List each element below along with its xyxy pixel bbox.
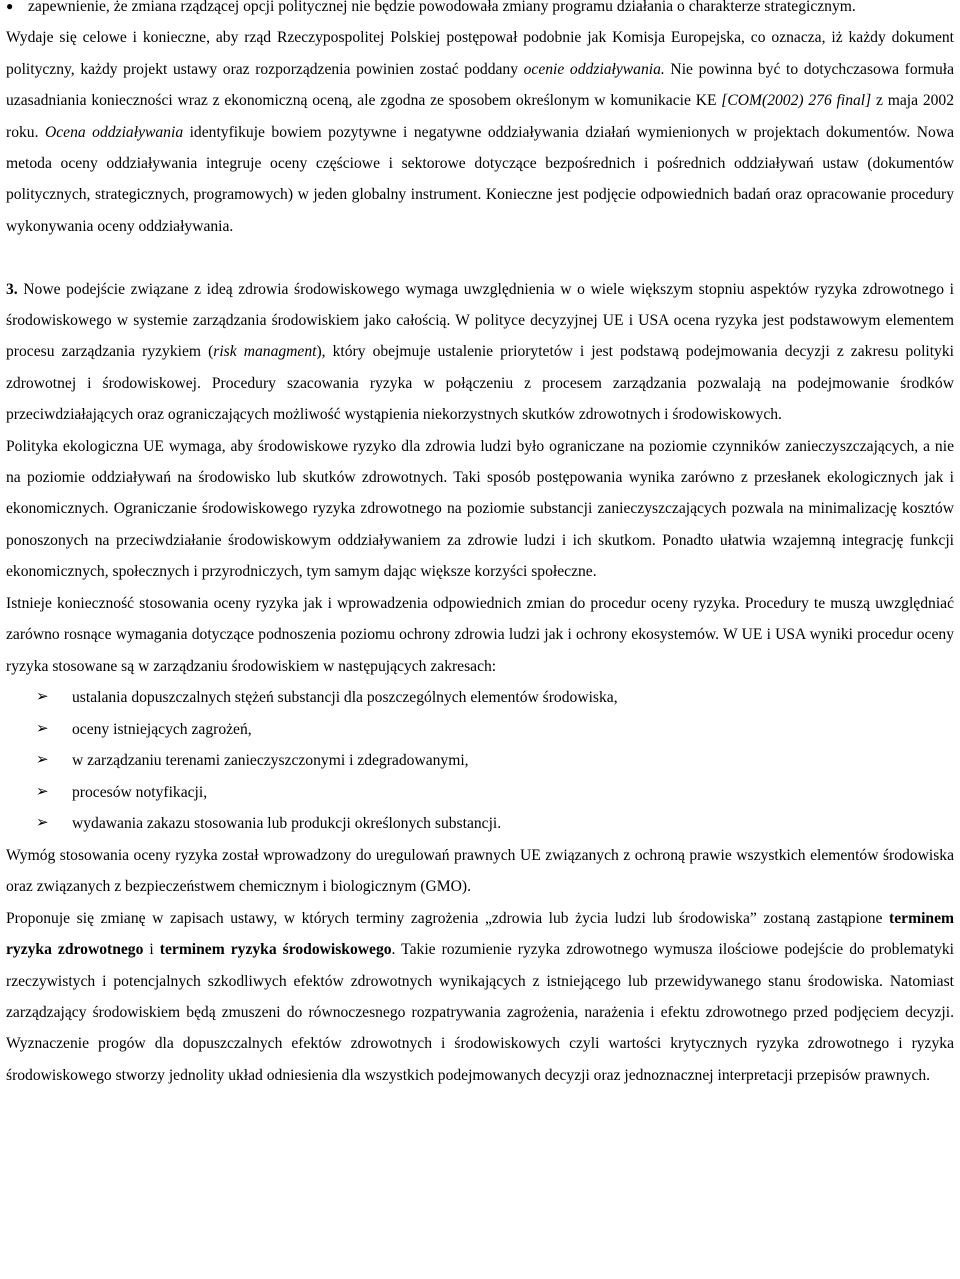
italic-reference: [COM(2002) 276 final] xyxy=(721,92,872,110)
list-item: ➢ w zarządzaniu terenami zanieczyszczonymi i zdegradowanymi, xyxy=(6,745,954,777)
scope-list xyxy=(6,682,954,840)
italic-term: Ocena oddziaływania xyxy=(44,123,184,141)
bold-term: terminem ryzyka środowiskowego xyxy=(159,941,392,959)
spacer xyxy=(6,242,954,273)
section-number: 3. xyxy=(6,280,18,298)
bullet-text: zapewnienie, że zmiana rządzącej opcji politycznej nie będzie powodowała zmiany programu działania o charakterze strategicznym. xyxy=(28,0,856,15)
paragraph-eu-policy: Polityka ekologiczna UE wymaga, aby środowiskowe ryzyko dla zdrowia ludzi było ograniczane na poziomie czynników zanieczyszczających, a nie na poziomie oddziaływań na środowisko lub skutków zdrowotnych. Taki sposób postępowania wynika zarówno z przesłanek ekologicznych jak i ekonomicznych. Ograniczanie środowiskowego ryzyka zdrowotnego na poziomie substancji zanieczyszczających pozwala na minimalizację kosztów ponoszonych na przeciwdziałanie środowiskowym oddziaływaniem za zdrowie ludzi i ich skutkom. Ponadto ułatwia wzajemną integrację funkcji ekonomicznych, społecznych i przyrodniczych, tym samym dając większe korzyści społeczne. xyxy=(6,437,954,581)
paragraph-proposal: Proponuje się zmianę w zapisach ustawy, w których terminy zagrożenia „zdrowia lub życia ludzi lub środowiska” zostaną zastąpione terminem ryzyka zdrowotnego i terminem ryzyka środowiskowego. Takie rozumienie ryzyka zdrowotnego wymusza ilościowe podejście do problematyki rzeczywistych i potencjalnych szkodliwych efektów zdrowotnych wynikających z istniejącego lub przewidywanego stanu środowiska. Natomiast zarządzający środowiskiem będą zmuszeni do równoczesnego rozpatrywania zagrożenia, narażenia i efektu zdrowotnego przed podjęciem decyzji. Wyznaczenie progów dla dopuszczalnych efektów zdrowotnych i środowiskowych czyli wartości krytycznych ryzyka zdrowotnego i ryzyka środowiskowego stworzy jednolity układ odniesienia dla wszystkich podejmowanych decyzji oraz jednoznacznej interpretacji przepisów prawnych. xyxy=(6,909,954,1084)
list-item: ➢ procesów notyfikacji, xyxy=(6,777,954,809)
paragraph-risk-assessment: Istnieje konieczność stosowania oceny ryzyka jak i wprowadzenia odpowiednich zmian do procedur oceny ryzyka. Procedury te muszą uwzględniać zarówno rosnące wymagania dotyczące podnoszenia poziomu ochrony zdrowia ludzi jak i ochrony ekosystemów. W UE i USA wyniki procedur oceny ryzyka stosowane są w zarządzaniu środowiskiem w następujących zakresach: xyxy=(6,594,954,675)
paragraph-section-3: 3. Nowe podejście związane z ideą zdrowia środowiskowego wymaga uwzględnienia w o wiele większym stopniu aspektów ryzyka zdrowotnego i środowiskowego w systemie zarządzania środowiskiem jako całością. W polityce decyzyjnej UE i USA ocena ryzyka jest podstawowym elementem procesu zarządzania ryzykiem (risk managment), który obejmuje ustalenie priorytetów i jest podstawą podejmowania decyzji z zakresu polityki zdrowotnej i środowiskowej. Procedury szacowania ryzyka w połączeniu z procesem zarządzania pozwalają na podejmowanie środków przeciwdziałających oraz ograniczających możliwość wystąpienia niekorzystnych skutków zdrowotnych i środowiskowych. xyxy=(6,280,954,424)
arrow-bullet-icon: ➢ xyxy=(36,752,49,769)
bullet-icon: ● xyxy=(6,0,14,13)
list-item: ➢ wydawania zakazu stosowania lub produkcji określonych substancji. xyxy=(6,808,954,840)
list-item: ➢ ustalania dopuszczalnych stężeń substancji dla poszczególnych elementów środowiska, xyxy=(6,682,954,714)
paragraph-impact-assessment: Wydaje się celowe i konieczne, aby rząd Rzeczypospolitej Polskiej postępował podobnie jak Komisja Europejska, co oznacza, iż każdy dokument polityczny, każdy projekt ustawy oraz rozporządzenia powinien zostać poddany ocenie oddziaływania. Nie powinna być to dotychczasowa formuła uzasadniania konieczności wraz z ekonomiczną oceną, ale zgodna ze sposobem określonym w komunikacie KE [COM(2002) 276 final] z maja 2002 roku. Ocena oddziaływania identyfikuje bowiem pozytywne i negatywne oddziaływania działań wymienionych w projektach dokumentów. Nowa metoda oceny oddziaływania integruje oceny częściowe i sektorowe dotyczące bezpośrednich i pośrednich oddziaływań ustaw (dokumentów politycznych, strategicznych, programowych) w jeden globalny instrument. Konieczne jest podjęcie odpowiednich badań oraz opracowanie procedury wykonywania oceny oddziaływania. xyxy=(6,29,955,235)
arrow-bullet-icon: ➢ xyxy=(36,815,49,832)
arrow-bullet-icon: ➢ xyxy=(36,720,49,737)
arrow-bullet-icon: ➢ xyxy=(36,688,49,705)
bullet-item xyxy=(6,0,954,22)
italic-term: risk managment xyxy=(213,343,317,361)
bold-term: terminem ryzyka zdrowotnego xyxy=(6,909,954,959)
italic-term: ocenie oddziaływania. xyxy=(523,60,665,78)
list-item: ➢ oceny istniejących zagrożeń, xyxy=(6,714,954,746)
arrow-bullet-icon: ➢ xyxy=(36,783,49,800)
paragraph-requirement: Wymóg stosowania oceny ryzyka został wprowadzony do uregulowań prawnych UE związanych z ochroną prawie wszystkich elementów środowiska oraz związanych z bezpieczeństwem chemicznym i biologicznym (GMO). xyxy=(6,846,954,896)
